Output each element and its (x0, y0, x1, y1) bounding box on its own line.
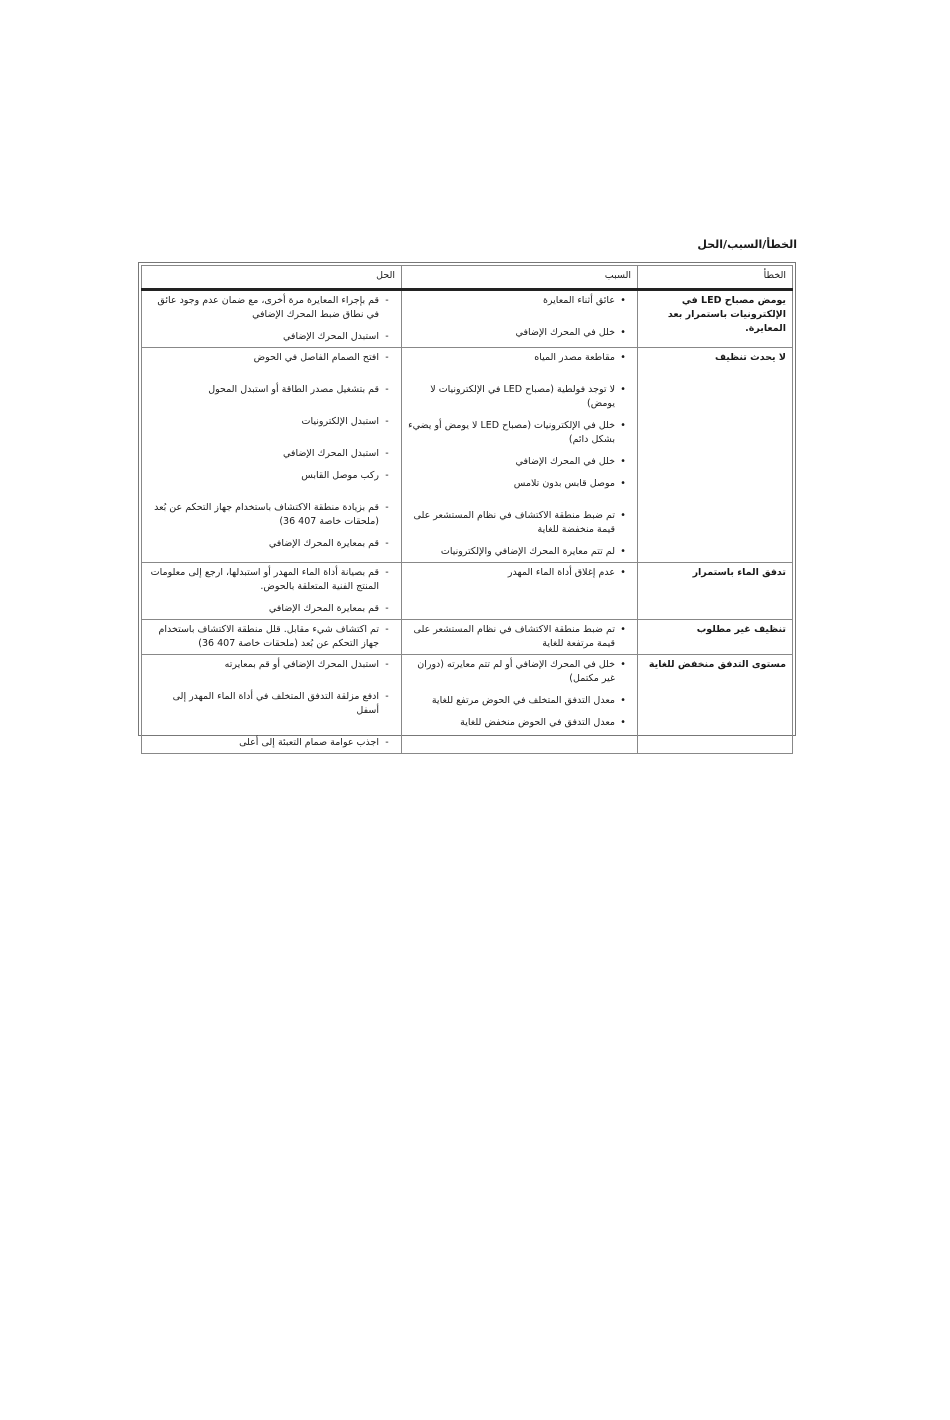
dash-icon: - (385, 470, 389, 481)
solution-cell (142, 563, 402, 620)
troubleshooting-table (141, 265, 793, 754)
cause-text: تم ضبط منطقة الاكتشاف في نظام المستشعر على قيمة مرتفعة للغاية (413, 624, 615, 649)
dash-icon: - (385, 567, 389, 578)
bullet-icon: • (620, 456, 626, 467)
cause-text: عدم إغلاق أداة الماء المهدر (507, 567, 615, 578)
list-item (148, 566, 395, 594)
bullet-icon: • (620, 546, 626, 557)
table-row (142, 290, 793, 348)
list-item (148, 501, 395, 529)
bullet-icon: • (620, 478, 626, 489)
cause-text: مقاطعة مصدر المياه (534, 352, 615, 363)
solution-text: قم بمعايرة المحرك الإضافي (268, 603, 379, 614)
list-item (408, 658, 631, 686)
solution-text: استبدل المحرك الإضافي أو قم بمعايرته (224, 659, 379, 670)
bullet-icon: • (620, 659, 626, 670)
list-item (408, 326, 631, 340)
table-row (142, 655, 793, 754)
dash-icon: - (385, 603, 389, 614)
list-item (408, 351, 631, 365)
bullet-icon: • (620, 327, 626, 338)
table-row (142, 348, 793, 563)
cause-cell (402, 563, 638, 620)
dash-icon: - (385, 737, 389, 748)
solution-text: قم بتشغيل مصدر الطاقة أو استبدل المحول (208, 384, 379, 395)
bullet-icon: • (620, 352, 626, 363)
solution-cell (142, 348, 402, 563)
list-item (148, 623, 395, 651)
dash-icon: - (385, 352, 389, 363)
cause-cell (402, 655, 638, 754)
cause-text: معدل التدفق في الحوض منخفض للغاية (460, 717, 615, 728)
bullet-icon: • (620, 695, 626, 706)
dash-icon: - (385, 331, 389, 342)
header-solution: الحل (142, 266, 402, 290)
list-item (408, 455, 631, 469)
list-item (408, 694, 631, 708)
dash-icon: - (385, 659, 389, 670)
list-item (148, 658, 395, 672)
list-item (408, 623, 631, 651)
fault-cell: تنظيف غير مطلوب (638, 620, 793, 655)
cause-text: موصل قابس بدون تلامس (513, 478, 615, 489)
fault-cell: يومض مصباح LED في الإلكترونيات باستمرار بعد المعايرة. (638, 290, 793, 348)
list-item (408, 566, 631, 580)
solution-text: افتح الصمام الفاصل في الحوض (253, 352, 379, 363)
troubleshooting-table-frame (138, 262, 796, 748)
list-item (148, 415, 395, 429)
dash-icon: - (385, 416, 389, 427)
solution-cell (142, 290, 402, 348)
solution-text: اجذب عوامة صمام التعبئة إلى أعلى (239, 737, 379, 748)
bullet-icon: • (620, 624, 626, 635)
solution-text: استبدل المحرك الإضافي (283, 448, 379, 459)
list-item (148, 351, 395, 365)
cause-text: خلل في الإلكترونيات (مصباح LED لا يومض أو يضيء بشكل دائم) (408, 420, 615, 445)
cause-text: عائق أثناء المعايرة (542, 295, 615, 306)
list-item (148, 537, 395, 551)
fault-cell: لا يحدث تنظيف (638, 348, 793, 563)
dash-icon: - (385, 502, 389, 513)
dash-icon: - (385, 448, 389, 459)
list-item (408, 419, 631, 447)
solution-text: ركب موصل القابس (301, 470, 379, 481)
list-item (148, 330, 395, 344)
list-item (408, 294, 631, 308)
solution-text: قم بصيانة أداة الماء المهدر أو استبدلها، ارجع إلى معلومات المنتج الفنية المتعلقة بالحوض. (150, 567, 379, 592)
solution-text: قم بإجراء المعايرة مرة أخرى، مع ضمان عدم وجود عائق في نطاق ضبط المحرك الإضافي (157, 295, 379, 320)
cause-text: لم تتم معايرة المحرك الإضافي والإلكترونيات (440, 546, 615, 557)
cause-text: خلل في المحرك الإضافي أو لم تتم معايرته (دوران غير مكتمل) (417, 659, 615, 684)
solution-cell (142, 620, 402, 655)
list-item (148, 294, 395, 322)
list-item (408, 716, 631, 730)
solution-text: قم بزيادة منطقة الاكتشاف باستخدام جهاز التحكم عن بُعد (ملحقات خاصة 407 36) (154, 502, 379, 527)
page-heading: الخطأ/السبب/الحل (697, 238, 797, 251)
solution-text: استبدل المحرك الإضافي (283, 331, 379, 342)
cause-text: خلل في المحرك الإضافي (515, 327, 615, 338)
bullet-icon: • (620, 510, 626, 521)
bullet-icon: • (620, 420, 626, 431)
cause-text: معدل التدفق المتخلف في الحوض مرتفع للغاية (431, 695, 615, 706)
list-item (148, 690, 395, 718)
list-item (148, 469, 395, 483)
dash-icon: - (385, 624, 389, 635)
solution-text: استبدل الإلكترونيات (301, 416, 379, 427)
dash-icon: - (385, 691, 389, 702)
bullet-icon: • (620, 567, 626, 578)
list-item (408, 545, 631, 559)
cause-cell (402, 620, 638, 655)
list-item (148, 602, 395, 616)
list-item (148, 736, 395, 750)
cause-text: خلل في المحرك الإضافي (515, 456, 615, 467)
bullet-icon: • (620, 384, 626, 395)
solution-cell (142, 655, 402, 754)
list-item (148, 447, 395, 461)
dash-icon: - (385, 295, 389, 306)
list-item (148, 383, 395, 397)
bullet-icon: • (620, 295, 626, 306)
solution-text: تم اكتشاف شيء مقابل. قلل منطقة الاكتشاف باستخدام جهاز التحكم عن بُعد (ملحقات خاصة 407 36) (158, 624, 379, 649)
cause-text: لا توجد فولطية (مصباح LED في الإلكترونيات لا يومض) (430, 384, 615, 409)
list-item (408, 477, 631, 491)
fault-cell: مستوى التدفق منخفض للغاية (638, 655, 793, 754)
table-row (142, 563, 793, 620)
list-item (408, 383, 631, 411)
list-item (408, 509, 631, 537)
dash-icon: - (385, 384, 389, 395)
dash-icon: - (385, 538, 389, 549)
fault-cell: تدفق الماء باستمرار (638, 563, 793, 620)
bullet-icon: • (620, 717, 626, 728)
cause-cell (402, 348, 638, 563)
solution-text: قم بمعايرة المحرك الإضافي (268, 538, 379, 549)
cause-text: تم ضبط منطقة الاكتشاف في نظام المستشعر على قيمة منخفضة للغاية (413, 510, 615, 535)
header-cause: السبب (402, 266, 638, 290)
table-row (142, 620, 793, 655)
cause-cell (402, 290, 638, 348)
table-header-row (142, 266, 793, 290)
header-fault: الخطأ (638, 266, 793, 290)
solution-text: ادفع مزلقة التدفق المتخلف في أداة الماء المهدر إلى أسفل (172, 691, 379, 716)
